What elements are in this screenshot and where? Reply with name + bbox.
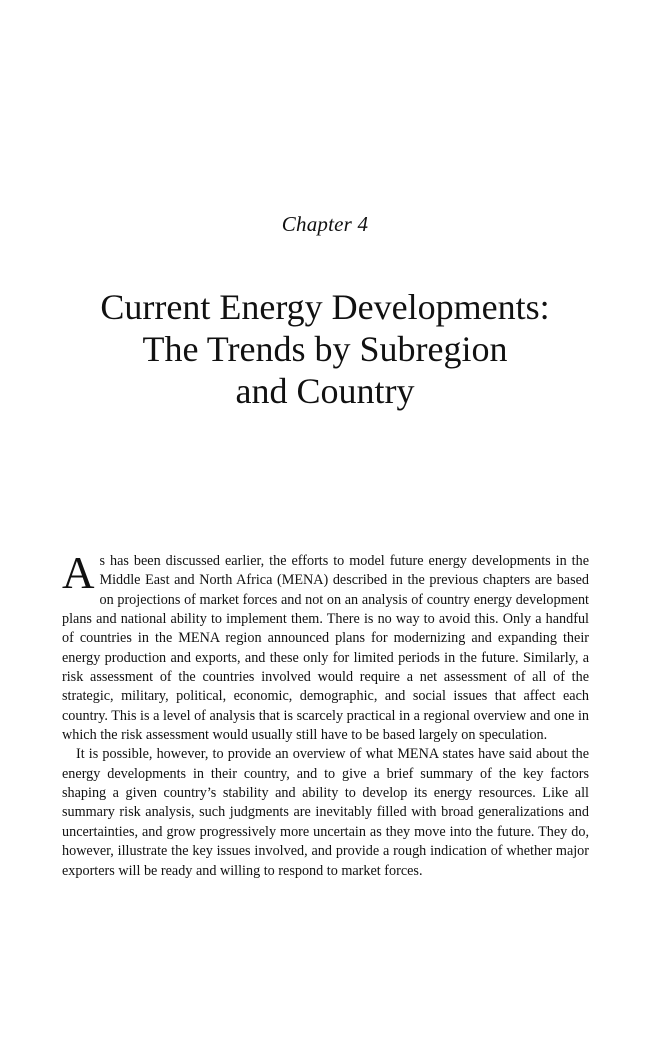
chapter-title-line-2: The Trends by Subregion: [142, 329, 508, 369]
drop-cap: A: [62, 548, 95, 598]
chapter-label: Chapter 4: [281, 212, 369, 236]
chapter-title-line-1: Current Energy Developments:: [100, 287, 550, 327]
paragraph-1-text: s has been discussed earlier, the efforts to model future energy developments in the Middle East and North Africa (MENA) described in the previous chapters are based on projections of market forces and not on an analysis of country energy development plans and national ability to implement them. There is no way to avoid this. Only a handful of countries in the MENA region announced plans for modernizing and expanding their energy production and exports, and these only for limited periods in the future. Similarly, a risk assessment of the countries involved would require a net assessment of all of the strategic, military, political, economic, demographic, and social issues that affect each country. This is a level of analysis that is scarcely practical in a regional overview and one in which the risk assessment would usually still have to be based largely on speculation.: [62, 553, 589, 744]
paragraph-1: [62, 548, 589, 745]
chapter-title-line-3: and Country: [235, 371, 415, 411]
chapter-title: [40, 286, 610, 412]
paragraph-2: It is possible, however, to provide an overview of what MENA states have said about the energy developments in their country, and to give a brief summary of the key factors shaping a given country’s stability and ability to develop its energy resources. Like all summary risk analysis, such judgments are inevitably filled with broad generalizations and uncertainties, and grow progressively more uncertain as they move into the future. They do, however, illustrate the key issues involved, and provide a rough indication of whether major exporters will be ready and willing to respond to market forces.: [62, 746, 589, 879]
body-text: [62, 548, 589, 881]
